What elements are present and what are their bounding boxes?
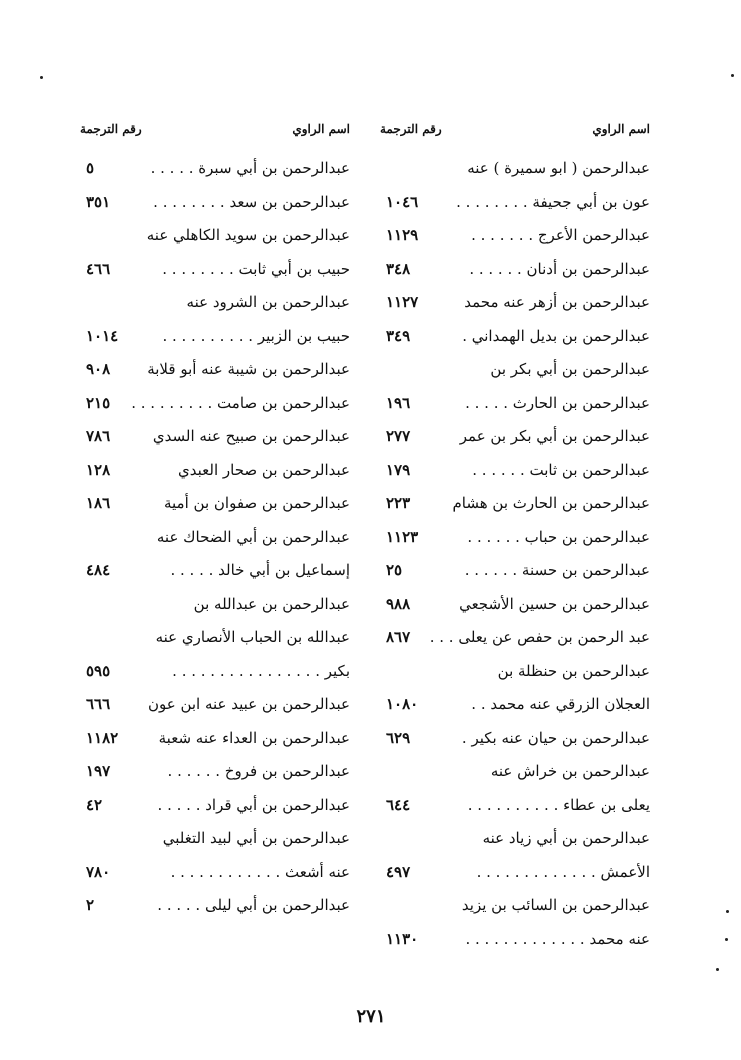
scan-speck	[726, 910, 729, 913]
narrator-entry	[380, 320, 650, 354]
narrator-entry	[380, 387, 650, 421]
narrator-name: عبدالرحمن الأعرج . . . . . . .	[471, 226, 650, 244]
entry-number: ٢	[86, 896, 95, 914]
entry-number: ١٨٦	[86, 494, 111, 512]
narrator-name: عبدالرحمن بن حسنة . . . . . .	[464, 561, 650, 579]
narrator-entry	[80, 856, 350, 890]
header-entry-number: رقم الترجمة	[380, 122, 442, 136]
narrator-entry	[80, 219, 350, 253]
entry-number: ٥٩٥	[86, 661, 111, 680]
narrator-name: عبدالرحمن بن حسين الأشجعي	[459, 594, 650, 613]
narrator-name: يعلى بن عطاء . . . . . . . . . .	[467, 795, 650, 814]
narrator-name: عبدالرحمن بن حيان عنه بكير .	[461, 728, 650, 747]
narrator-name: عبدالرحمن بن الحارث بن هشام	[452, 494, 650, 512]
left-column	[80, 118, 350, 923]
entry-number: ٣٤٩	[386, 326, 411, 345]
narrator-entry	[380, 186, 650, 220]
narrator-name: عبدالرحمن بن ثابت . . . . . .	[472, 460, 650, 479]
narrator-entry	[380, 588, 650, 622]
narrator-entry	[80, 621, 350, 655]
narrator-name: عبدالرحمن بن صامت . . . . . . . . .	[131, 393, 350, 412]
narrator-name: عبدالرحمن بن السائب بن يزيد	[461, 896, 650, 914]
narrator-name: عبدالرحمن بن أبي ليلى . . . . .	[157, 896, 350, 914]
entry-number: ٤٢	[86, 795, 103, 814]
narrator-name: عبدالرحمن بن صحار العبدي	[178, 460, 350, 479]
narrator-entry	[380, 722, 650, 756]
narrator-entry	[380, 889, 650, 923]
header-narrator-name: اسم الراوي	[592, 122, 650, 136]
narrator-entry	[80, 320, 350, 354]
entry-number: ٧٨٠	[86, 862, 111, 881]
page-number: ٢٧١	[356, 1006, 386, 1027]
narrator-name: عبدالرحمن بن بديل الهمداني .	[462, 326, 650, 345]
narrator-entry	[80, 755, 350, 789]
entry-number: ٥	[86, 159, 95, 177]
narrator-entry	[380, 420, 650, 454]
narrator-name: عبدالرحمن بن عبدالله بن	[193, 594, 350, 613]
narrator-entry	[380, 655, 650, 689]
narrator-entry	[380, 219, 650, 253]
entry-number: ٢١٥	[86, 393, 111, 412]
narrator-name: عبدالرحمن بن صفوان بن أمية	[163, 494, 350, 512]
scan-speck	[731, 74, 734, 77]
narrator-name: عبدالرحمن بن أدنان . . . . . .	[469, 259, 650, 278]
entry-number: ٢٢٣	[386, 494, 411, 512]
narrator-name: عبدالرحمن بن أبي بكر بن عمر	[459, 427, 650, 445]
narrator-entry	[380, 521, 650, 555]
narrator-entry	[80, 588, 350, 622]
entry-number: ٧٨٦	[86, 427, 111, 445]
entry-number: ٩٠٨	[86, 360, 111, 378]
entry-number: ٦٦٦	[86, 695, 111, 713]
narrator-name: عبدالرحمن بن عبيد عنه ابن عون	[147, 695, 350, 713]
narrator-entry	[80, 487, 350, 521]
narrator-name: عبدالله بن الحباب الأنصاري عنه	[155, 628, 350, 646]
entry-number: ٩٨٨	[386, 594, 411, 613]
right-column	[380, 118, 650, 956]
narrator-entry	[380, 755, 650, 789]
narrator-entry	[380, 856, 650, 890]
entry-number: ٣٥١	[86, 192, 111, 211]
narrator-name: عبدالرحمن بن حنظلة بن	[497, 661, 650, 680]
narrator-name: عبدالرحمن ( ابو سميرة ) عنه	[467, 159, 650, 177]
narrator-name: بكير . . . . . . . . . . . . . . . .	[172, 661, 350, 680]
narrator-name: عبدالرحمن بن أبي سبرة . . . . .	[150, 159, 350, 177]
entry-number: ٤٦٦	[86, 259, 111, 278]
narrator-name: عبدالرحمن بن العداء عنه شعبة	[158, 728, 350, 747]
narrator-entry	[80, 688, 350, 722]
narrator-entry	[380, 923, 650, 957]
entry-number: ١١٢٧	[386, 293, 419, 311]
narrator-name: إسماعيل بن أبي خالد . . . . .	[170, 561, 350, 579]
entry-number: ٢٧٧	[386, 427, 411, 445]
narrator-entry	[80, 253, 350, 287]
narrator-entry	[380, 253, 650, 287]
narrator-entry	[80, 789, 350, 823]
entry-number: ٤٨٤	[86, 561, 111, 579]
entry-number: ٣٤٨	[386, 259, 411, 278]
narrator-entry	[80, 286, 350, 320]
entry-number: ٤٩٧	[386, 862, 411, 881]
narrator-list	[380, 152, 650, 956]
narrator-name: عبدالرحمن بن أبي زياد عنه	[482, 829, 650, 847]
scan-speck	[725, 938, 728, 941]
narrator-entry	[80, 353, 350, 387]
column-header	[80, 118, 350, 152]
narrator-entry	[380, 353, 650, 387]
entry-number: ١١٣٠	[386, 929, 419, 948]
entry-number: ١٢٨	[86, 460, 111, 479]
entry-number: ١١٢٣	[386, 527, 419, 546]
narrator-name: عبد الرحمن بن حفص عن يعلى . . .	[429, 628, 650, 646]
narrator-name: عبدالرحمن بن صبيح عنه السدي	[152, 427, 350, 445]
narrator-name: عبدالرحمن بن شيبة عنه أبو قلابة	[147, 360, 350, 378]
narrator-name: عبدالرحمن بن أبي الضحاك عنه	[156, 527, 350, 546]
narrator-entry	[380, 822, 650, 856]
entry-number: ١١٨٢	[86, 728, 119, 747]
narrator-name: عنه أشعث . . . . . . . . . . . .	[170, 862, 350, 881]
narrator-name: الأعمش . . . . . . . . . . . . .	[476, 862, 650, 881]
narrator-name: العجلان الزرقي عنه محمد . .	[471, 695, 650, 713]
narrator-entry	[80, 822, 350, 856]
narrator-entry	[80, 655, 350, 689]
narrator-name: عبدالرحمن بن أبي لبيد التغلبي	[162, 829, 350, 847]
narrator-entry	[380, 789, 650, 823]
scan-speck	[40, 76, 43, 79]
header-narrator-name: اسم الراوي	[292, 122, 350, 136]
narrator-name: حبيب بن الزبير . . . . . . . . . .	[162, 326, 350, 345]
entry-number: ٦٤٤	[386, 795, 411, 814]
narrator-entry	[80, 454, 350, 488]
narrator-entry	[380, 688, 650, 722]
narrator-name: عبدالرحمن بن الشرود عنه	[186, 293, 350, 311]
entry-number: ١٩٧	[86, 762, 111, 780]
entry-number: ١٠٤٦	[386, 192, 419, 211]
narrator-name: عبدالرحمن بن أبي قراد . . . . .	[157, 795, 350, 814]
narrator-name: عبدالرحمن بن سويد الكاهلي عنه	[146, 226, 350, 244]
narrator-entry	[80, 420, 350, 454]
entry-number: ١١٢٩	[386, 226, 419, 244]
narrator-entry	[380, 554, 650, 588]
header-entry-number: رقم الترجمة	[80, 122, 142, 136]
narrator-name: عبدالرحمن بن فروخ . . . . . .	[167, 762, 350, 780]
narrator-name: عون بن أبي جحيفة . . . . . . . .	[456, 192, 650, 211]
narrator-entry	[380, 621, 650, 655]
narrator-entry	[380, 152, 650, 186]
narrator-name: عبدالرحمن بن سعد . . . . . . . .	[153, 192, 350, 211]
entry-number: ١٧٩	[386, 460, 411, 479]
narrator-entry	[80, 186, 350, 220]
narrator-name: عبدالرحمن بن خراش عنه	[490, 762, 650, 780]
narrator-name: عنه محمد . . . . . . . . . . . . .	[465, 929, 650, 948]
entry-number: ١٠١٤	[86, 326, 119, 345]
narrator-name: عبدالرحمن بن حباب . . . . . .	[467, 527, 650, 546]
column-header	[380, 118, 650, 152]
narrator-entry	[80, 152, 350, 186]
narrator-entry	[80, 554, 350, 588]
narrator-entry	[80, 889, 350, 923]
narrator-name: عبدالرحمن بن أزهر عنه محمد	[464, 293, 650, 311]
narrator-entry	[80, 387, 350, 421]
narrator-name: عبدالرحمن بن الحارث . . . . .	[465, 393, 650, 412]
entry-number: ٦٢٩	[386, 728, 411, 747]
narrator-name: عبدالرحمن بن أبي بكر بن	[490, 360, 650, 378]
entry-number: ١٩٦	[386, 393, 411, 412]
entry-number: ٨٦٧	[386, 628, 411, 646]
narrator-entry	[380, 286, 650, 320]
narrator-entry	[380, 454, 650, 488]
narrator-list	[80, 152, 350, 923]
narrator-entry	[380, 487, 650, 521]
narrator-name: حبيب بن أبي ثابت . . . . . . . .	[162, 259, 350, 278]
entry-number: ١٠٨٠	[386, 695, 419, 713]
narrator-entry	[80, 722, 350, 756]
scan-speck	[716, 968, 719, 971]
entry-number: ٢٥	[386, 561, 403, 579]
narrator-entry	[80, 521, 350, 555]
